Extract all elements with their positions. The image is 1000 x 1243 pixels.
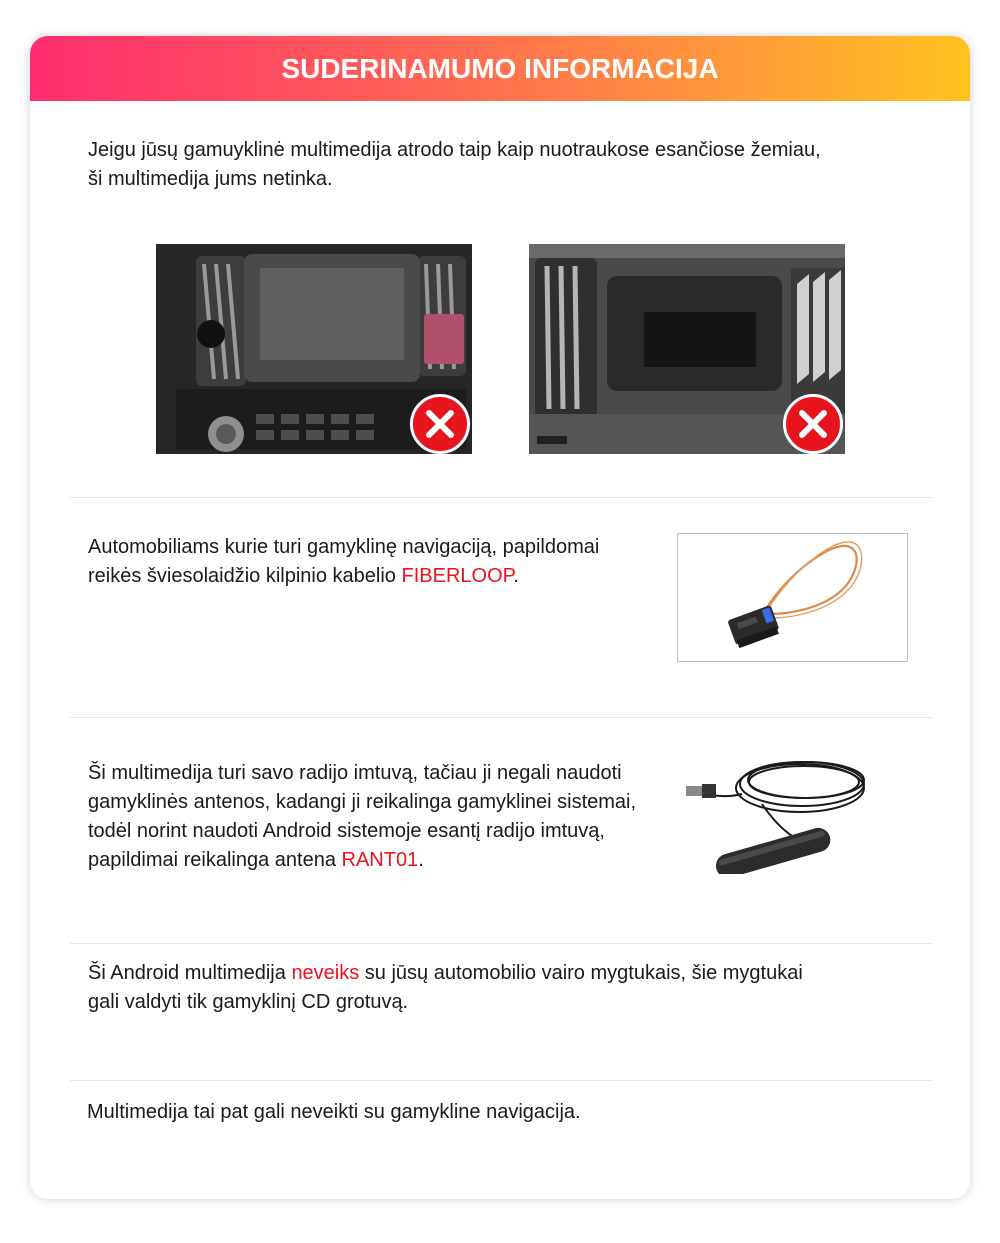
header-banner — [30, 36, 970, 101]
divider — [70, 1080, 932, 1081]
fiberloop-line-2-end: . — [513, 565, 519, 587]
steering-line-1-start: Ši Android multimedija — [88, 962, 292, 984]
fiberloop-line-1: Automobiliams kurie turi gamyklinę navigaciją, papildomai — [88, 536, 600, 558]
x-circle-icon — [410, 394, 470, 454]
antenna-line-2: gamyklinės antenos, kadangi ji reikalinga gamyklinei sistemai, — [88, 791, 637, 813]
fiberloop-line-2 — [88, 562, 668, 591]
antenna-line-4-end: . — [418, 849, 424, 871]
factory-unit-photo-2 — [529, 244, 845, 454]
x-circle-icon — [783, 394, 843, 454]
steering-line-1-end: su jūsų automobilio vairo mygtukais, šie mygtukai — [359, 962, 803, 984]
fiberloop-cable-photo — [677, 533, 908, 662]
steering-warning-word: neveiks — [291, 962, 360, 984]
antenna-photo — [682, 744, 882, 874]
compatibility-card — [30, 36, 970, 1199]
intro-line-2: ši multimedija jums netinka. — [88, 168, 333, 190]
section-antenna-text — [88, 759, 688, 875]
fiberloop-product-name: FIBERLOOP — [401, 565, 514, 587]
navigation-line-1: Multimedija tai pat gali neveikti su gamykline navigacija. — [87, 1101, 581, 1123]
divider — [70, 943, 932, 944]
section-intro-text — [88, 136, 888, 194]
antenna-line-4 — [88, 846, 688, 875]
antenna-illustration — [682, 744, 882, 874]
factory-unit-photo-1 — [156, 244, 472, 454]
steering-line-2: gali valdyti tik gamyklinį CD grotuvą. — [88, 991, 409, 1013]
divider — [70, 717, 932, 718]
divider — [70, 497, 932, 498]
antenna-line-4-text: papildimai reikalinga antena — [88, 849, 342, 871]
section-fiberloop-text — [88, 533, 668, 591]
page-title: SUDERINAMUMO INFORMACIJA — [281, 52, 719, 84]
steering-line-1 — [88, 959, 908, 988]
section-navigation-text — [87, 1098, 907, 1127]
fiberloop-line-2-text: reikės šviesolaidžio kilpinio kabelio — [88, 565, 402, 587]
antenna-product-name: RANT01 — [341, 849, 419, 871]
section-steering-text — [88, 959, 908, 1017]
antenna-line-3: todėl norint naudoti Android sistemoje esantį radijo imtuvą, — [88, 820, 605, 842]
antenna-line-1: Ši multimedija turi savo radijo imtuvą, tačiau ji negali naudoti — [88, 762, 622, 784]
intro-line-1: Jeigu jūsų gamuyklinė multimedija atrodo taip kaip nuotraukose esančiose žemiau, — [88, 139, 821, 161]
fiberloop-cable-illustration — [678, 534, 907, 661]
